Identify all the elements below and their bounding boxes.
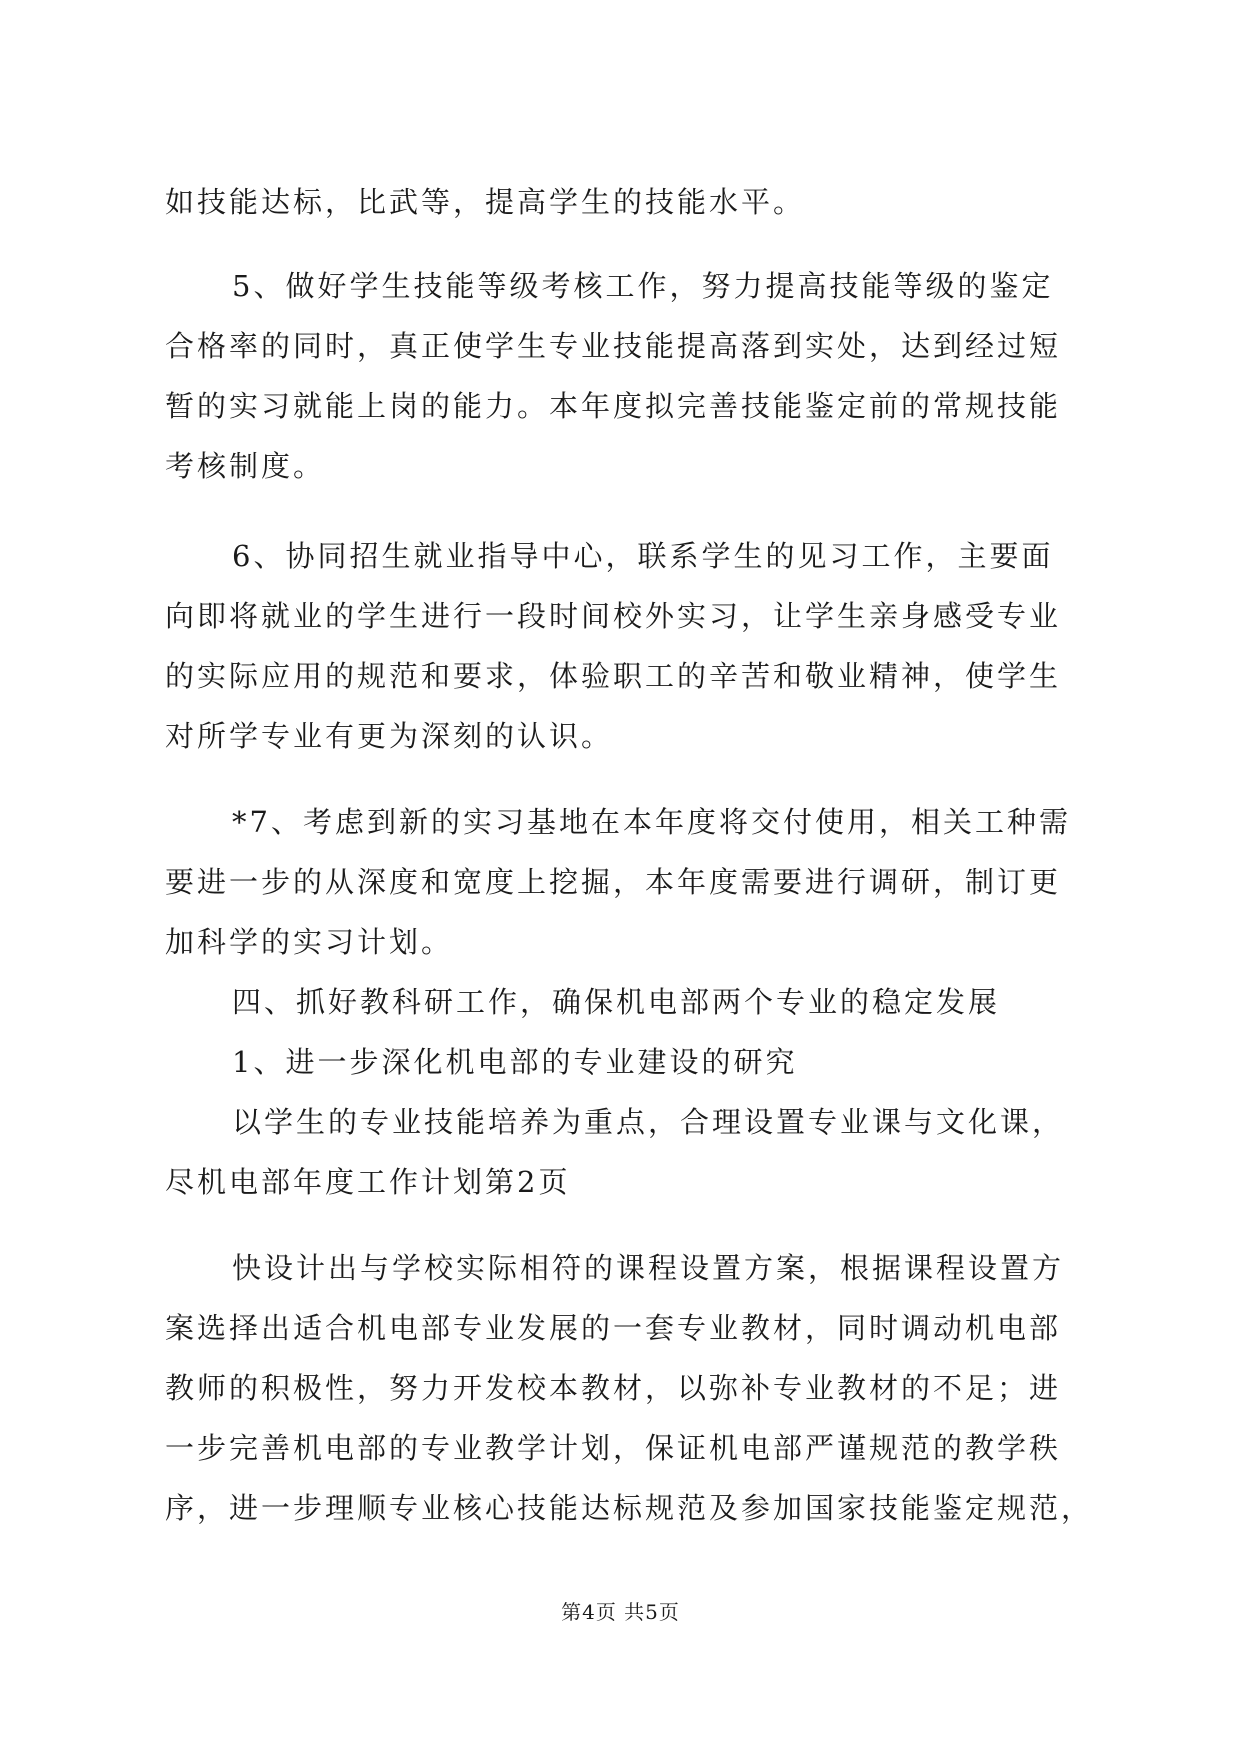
text-line: 的实际应用的规范和要求，体验职工的辛苦和敬业精神，使学生 (165, 659, 1062, 693)
text-line: 教师的积极性，努力开发校本教材，以弥补专业教材的不足；进 (165, 1371, 1062, 1405)
text-line: 对所学专业有更为深刻的认识。 (165, 719, 614, 753)
text-line: 案选择出适合机电部专业发展的一套专业教材，同时调动机电部 (165, 1311, 1062, 1345)
text-line: 5、做好学生技能等级考核工作，努力提高技能等级的鉴定 (232, 269, 1054, 303)
text-line: 加科学的实习计划。 (165, 925, 454, 959)
text-line: 要进一步的从深度和宽度上挖掘，本年度需要进行调研，制订更 (165, 865, 1062, 899)
subsection-heading: 1、进一步深化机电部的专业建设的研究 (232, 1045, 798, 1079)
text-line: 考核制度。 (165, 449, 326, 483)
text-line: 如技能达标，比武等，提高学生的技能水平。 (165, 185, 806, 219)
text-line: 6、协同招生就业指导中心，联系学生的见习工作，主要面 (232, 539, 1054, 573)
text-line: 向即将就业的学生进行一段时间校外实习，让学生亲身感受专业 (165, 599, 1062, 633)
page-number-footer: 第4页 共5页 (561, 1600, 680, 1624)
text-line: 尽机电部年度工作计划第2页 (165, 1165, 571, 1199)
text-line: 快设计出与学校实际相符的课程设置方案，根据课程设置方 (232, 1251, 1065, 1285)
text-line: 一步完善机电部的专业教学计划，保证机电部严谨规范的教学秩 (165, 1431, 1062, 1465)
text-line: 暂的实习就能上岗的能力。本年度拟完善技能鉴定前的常规技能 (165, 389, 1062, 423)
text-line: 合格率的同时，真正使学生专业技能提高落到实处，达到经过短 (165, 329, 1062, 363)
text-line: 序，进一步理顺专业核心技能达标规范及参加国家技能鉴定规范， (165, 1491, 1094, 1525)
text-line: *7、考虑到新的实习基地在本年度将交付使用，相关工种需 (232, 805, 1071, 839)
text-line: 以学生的专业技能培养为重点，合理设置专业课与文化课， (232, 1105, 1065, 1139)
section-heading: 四、抓好教科研工作，确保机电部两个专业的稳定发展 (232, 985, 1001, 1019)
